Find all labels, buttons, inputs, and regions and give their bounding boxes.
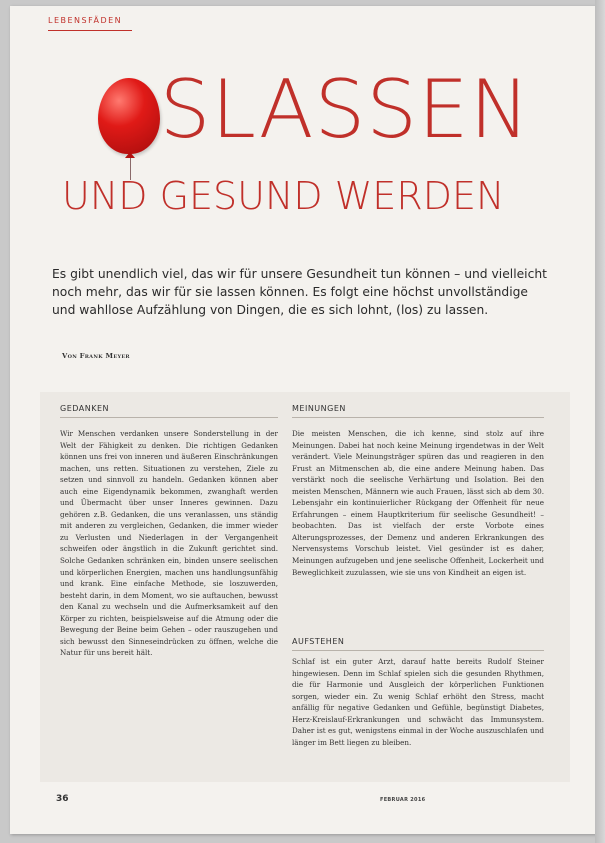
section-tag: LEBENSFÄDEN <box>48 16 123 25</box>
text-aufstehen: Schlaf ist ein guter Arzt, darauf hatte bereits Rudolf Steiner hingewiesen. Denn im Schlaf spielen sich die gesunden Rhythmen, die für Harmonie und Ausgleich der körperlichen Funktionen sorgen, wieder ein. Zu wenig Schlaf erhöht den Stress, macht anfällig für negative Gedanken und Gefühle, begünstigt Diabetes, Herz-Kreislauf-Erkrankungen und schwächt das Immunsystem. Daher ist es gut, wenigstens einmal in der Woche auszuschlafen und länger im Bett liegen zu bleiben. <box>292 657 544 747</box>
page-edge <box>595 0 605 843</box>
heading-gedanken: GEDANKEN <box>60 404 110 413</box>
footer-info <box>380 797 425 803</box>
text-meinungen: Die meisten Menschen, die ich kenne, sind stolz auf ihre Meinungen. Dabei hat noch keine Meinung irgendetwas in der Welt verändert. Viele Meinungsträger spüren das und reagieren in den Frust an Mitmenschen ab, die eine andere Meinung haben. Das verstärkt noch die seelische Verhärtung und Isolation. Bei den meisten Menschen, Männern wie auch Frauen, lässt sich ab dem 30. Lebensjahr ein kontinuierlicher Rückgang der Offenheit für neue Erfahrungen – einem Hauptkriterium für seelische Gesundheit! – beobachten. Das ist vielfach der erste Vorbote eines Alterungsprozesses, der Demenz und anderen Erkrankungen des Nervensystems Vorschub leistet. Viel gesünder ist es daher, Meinungen aufzugeben und jene seelische Offenheit, Lockerheit und Beweglichkeit zuzulassen, wie sie uns von Kindheit an eigen ist. <box>292 429 544 577</box>
author-byline <box>62 352 130 360</box>
section-rule <box>48 30 132 31</box>
rule-meinungen <box>292 417 544 418</box>
author-prefix: Von <box>62 352 78 360</box>
heading-aufstehen: AUFSTEHEN <box>292 637 345 646</box>
page-number: 36 <box>56 794 69 804</box>
headline-rest: SLASSEN <box>159 63 531 156</box>
red-balloon-icon <box>98 78 160 154</box>
heading-meinungen: MEINUNGEN <box>292 404 346 413</box>
lead-paragraph: Es gibt unendlich viel, das wir für unsere Gesundheit tun können – und vielleicht noch mehr, das wir für sie lassen können. Es folgt eine höchst unvollständige und wahllose Aufzählung von Dingen, die es sich lohnt, (los) zu lassen. <box>52 267 547 317</box>
subheadline: UND GESUND WERDEN <box>62 174 505 218</box>
footer-date: FEBRUAR 2016 <box>380 797 426 803</box>
author-name: Frank Meyer <box>79 352 130 360</box>
text-gedanken: Wir Menschen verdanken unsere Sonderstellung in der Welt der Fähigkeit zu denken. Die richtigen Gedanken können uns frei von inneren und äußeren Einschränkungen machen, uns retten. Situationen zu verstehen, Ziele zu setzen und sinnvoll zu handeln. Gedanken können aber auch eine Eigendynamik bekommen, zwanghaft werden und Übermacht über unser Inneres gewinnen. Dazu gehören z.B. Gedanken, die uns veranlassen, uns ständig mit anderen zu vergleichen, Gedanken, die immer wieder zu Verlusten und Niederlagen in der Vergangenheit schweifen oder ängstlich in die Zukunft gerichtet sind. Solche Gedanken schränken ein, binden unsere seelischen und körperlichen Energien, machen uns handlungsunfähig und krank. Eine einfache Methode, sie loszuwerden, besteht darin, in dem Moment, wo sie auftauchen, bewusst den Kanal zu wechseln und die Aufmerksamkeit auf den Körper zu richten, beispielsweise auf die Atmung oder die Bewegung der Beine beim Gehen – oder rauszugehen und sich bewusst den Sinneseindrücken zu öffnen, welche die Natur für uns bereit hält. <box>60 429 278 658</box>
rule-aufstehen <box>292 650 544 651</box>
rule-gedanken <box>60 417 278 418</box>
